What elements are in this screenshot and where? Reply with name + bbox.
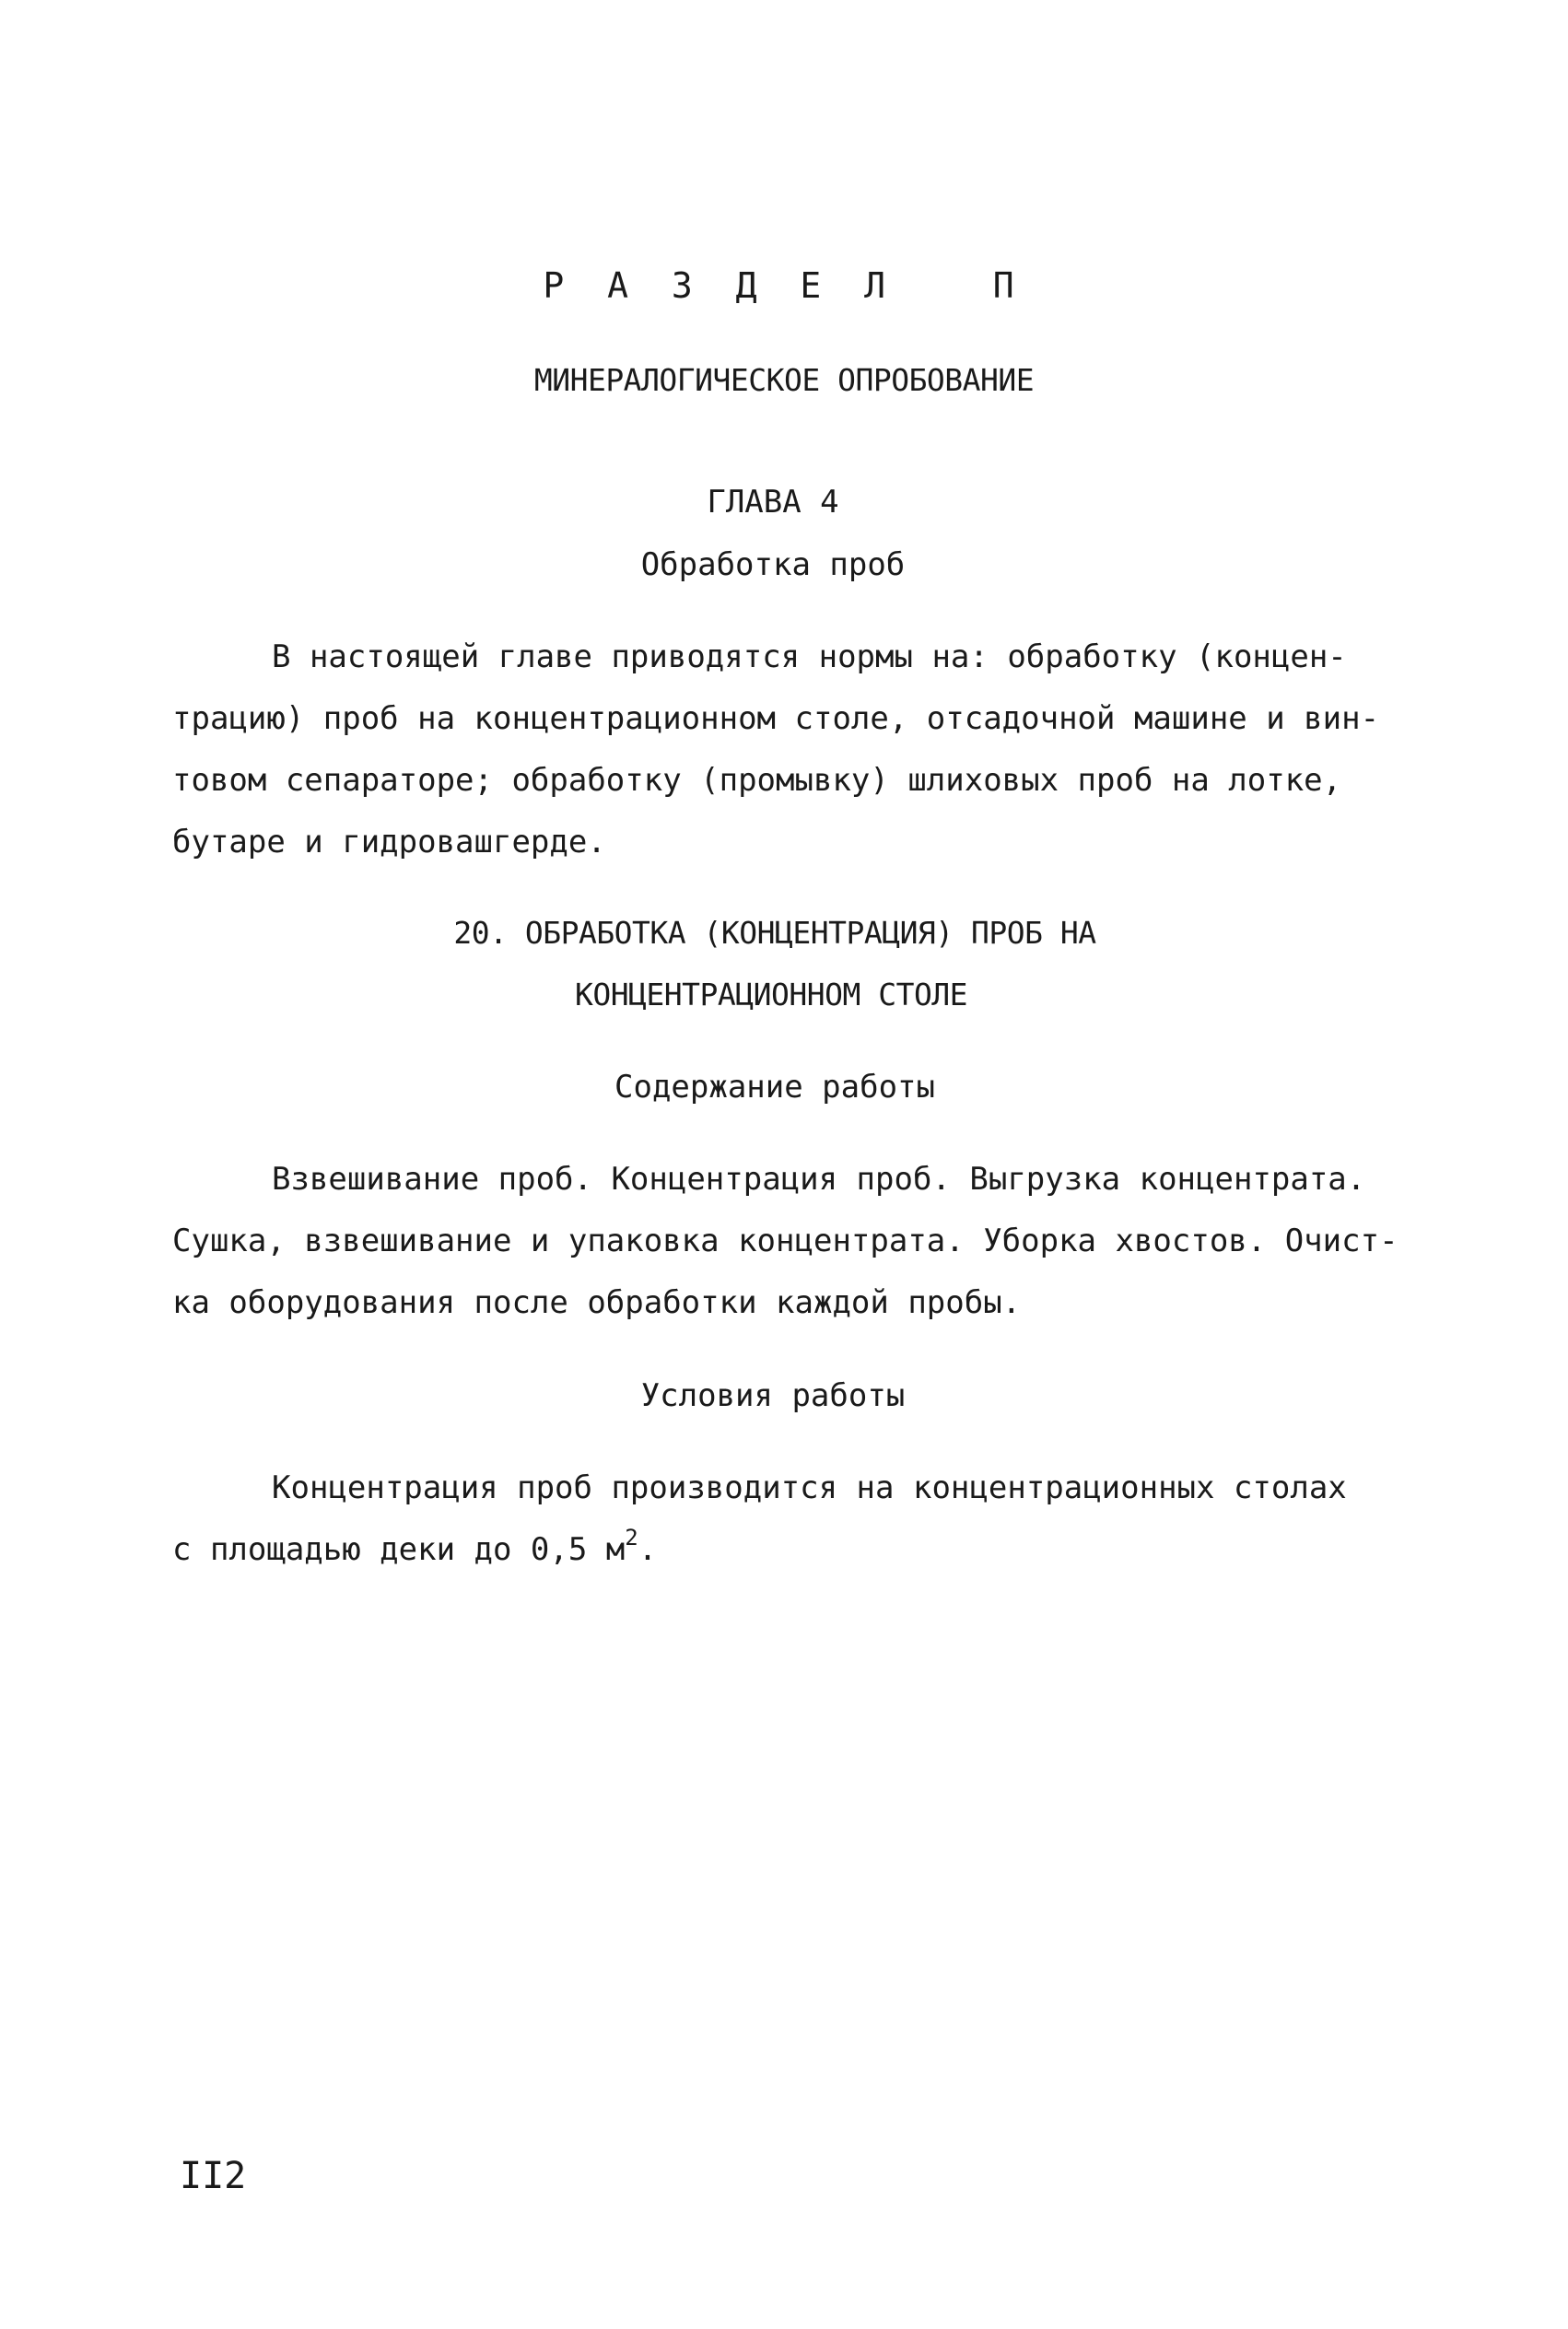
paragraph-heading-line-1: 20. ОБРАБОТКА (КОНЦЕНТРАЦИЯ) ПРОБ НА	[453, 915, 1096, 951]
work-content-heading: Содержание работы	[614, 1069, 935, 1106]
work-content-line-2: Сушка, взвешивание и упаковка концентрата. Уборка хвостов. Очист-	[172, 1223, 1398, 1259]
intro-line-1: В настоящей главе приводятся нормы на: обработку (концен-	[272, 638, 1347, 675]
intro-line-2: трацию) проб на концентрационном столе, отсадочной машине и вин-	[172, 700, 1380, 737]
area-unit-exponent: 2	[625, 1524, 638, 1551]
work-conditions-heading: Условия работы	[640, 1377, 906, 1414]
paragraph-heading-line-2: КОНЦЕНТРАЦИОННОМ СТОЛЕ	[574, 977, 968, 1012]
work-conditions-line-2-text: с площадью деки до 0,5 м	[172, 1531, 626, 1568]
intro-line-4: бутаре и гидровашгерде.	[172, 824, 606, 860]
chapter-title: ГЛАВА 4	[707, 484, 839, 521]
intro-line-3: товом сепараторе; обработку (промывку) шлиховых проб на лотке,	[172, 762, 1342, 799]
work-content-line-1: Взвешивание проб. Концентрация проб. Выгрузка концентрата.	[272, 1161, 1366, 1198]
work-conditions-line-2-end: .	[638, 1531, 658, 1568]
chapter-subtitle: Обработка проб	[640, 546, 906, 583]
work-conditions-line-1: Концентрация проб производится на концентрационных столах	[272, 1469, 1347, 1506]
page-number: II2	[180, 2155, 247, 2197]
work-conditions-line-2	[172, 1524, 658, 1568]
section-subtitle: МИНЕРАЛОГИЧЕСКОЕ ОПРОБОВАНИЕ	[533, 362, 1035, 398]
section-title: Р А З Д Е Л П	[543, 265, 1025, 306]
work-content-line-3: ка оборудования после обработки каждой пробы.	[172, 1284, 1022, 1321]
